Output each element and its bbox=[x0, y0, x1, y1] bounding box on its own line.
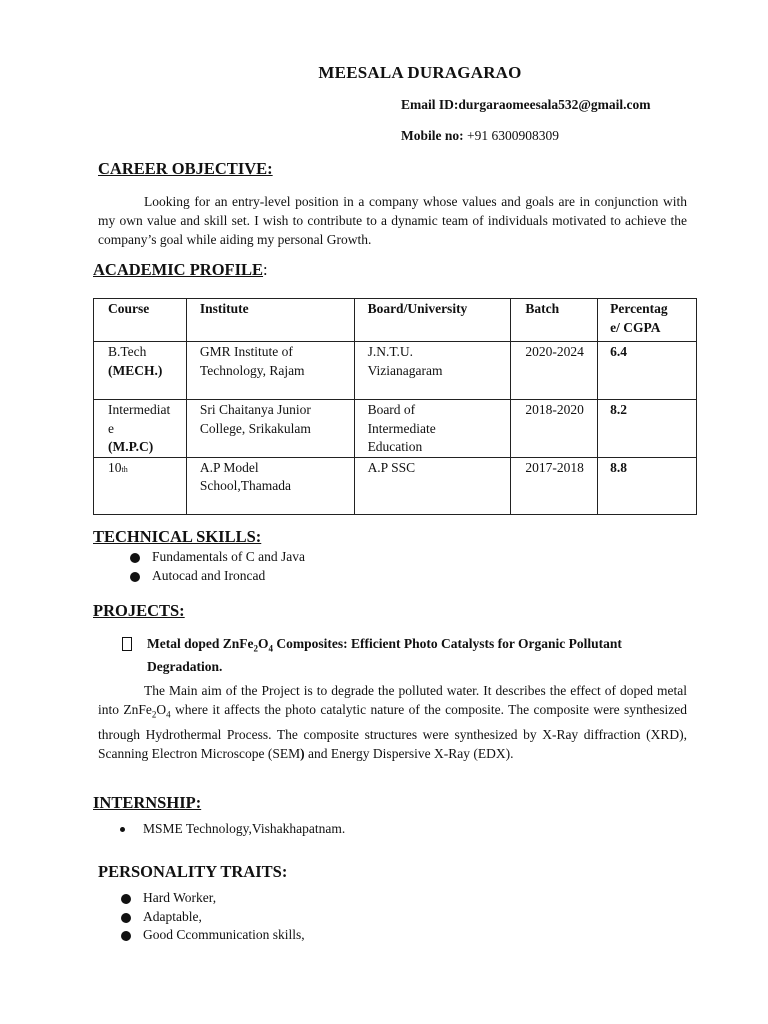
bullet-icon bbox=[121, 913, 131, 923]
cell-board bbox=[354, 342, 511, 400]
traits-list bbox=[143, 889, 305, 945]
course-line: e bbox=[108, 420, 114, 436]
career-objective-text bbox=[98, 192, 687, 249]
cell-batch: 2018-2020 bbox=[511, 400, 598, 458]
academic-profile-heading bbox=[93, 260, 268, 280]
skill-text: Autocad and Ironcad bbox=[152, 567, 266, 583]
header-batch: Batch bbox=[511, 299, 598, 342]
project-title-text: O bbox=[258, 636, 269, 651]
table-header-row bbox=[94, 299, 697, 342]
trait-text: Hard Worker, bbox=[143, 890, 217, 905]
cell-percentage: 8.8 bbox=[598, 457, 697, 514]
course-line: 10 bbox=[108, 459, 122, 475]
cell-institute bbox=[186, 457, 354, 514]
cell-course bbox=[94, 342, 187, 400]
cell-batch: 2020-2024 bbox=[511, 342, 598, 400]
header-pct-line1: Percentag bbox=[610, 301, 668, 316]
cell-percentage: 6.4 bbox=[598, 342, 697, 400]
projects-heading: PROJECTS: bbox=[93, 601, 185, 620]
career-objective-heading: CAREER OBJECTIVE: bbox=[98, 159, 273, 178]
course-branch: (M.P.C) bbox=[108, 439, 154, 454]
project-desc-text: The Main aim of the Project is to degrade the polluted water. It describes the effect of doped metal into ZnFe bbox=[98, 683, 687, 717]
board-line: Board of bbox=[367, 402, 416, 417]
internship-text: MSME Technology,Vishakhapatnam. bbox=[143, 821, 346, 836]
board-line: Vizianagaram bbox=[367, 362, 443, 378]
subscript: 2 bbox=[151, 709, 157, 720]
bullet-icon bbox=[120, 827, 125, 832]
list-item bbox=[143, 889, 305, 908]
project-desc-text: where it affects the photo catalytic nature of the composite. The composite were synthesized through Hydrothermal Process. The composite structures were synthesized by X-Ray diffraction (XRD), Scanning Electron Microscope (SEM bbox=[98, 702, 688, 761]
header-institute: Institute bbox=[186, 299, 354, 342]
institute-line: GMR Institute of bbox=[199, 344, 293, 359]
cell-board: A.P SSC bbox=[354, 457, 511, 514]
institute-line: Technology, Rajam bbox=[199, 362, 305, 378]
skills-list bbox=[152, 548, 305, 585]
course-superscript: th bbox=[121, 464, 128, 474]
email-line: Email ID:durgaraomeesala532@gmail.com bbox=[401, 97, 651, 112]
candidate-name: MEESALA DURAGARAO bbox=[318, 63, 522, 82]
course-line: Intermediat bbox=[108, 402, 171, 417]
institute-line: A.P Model bbox=[199, 459, 259, 475]
cell-institute bbox=[186, 342, 354, 400]
project-desc-text: and Energy Dispersive X-Ray (EDX). bbox=[304, 745, 514, 761]
academic-heading-text: ACADEMIC PROFILE bbox=[93, 260, 264, 279]
checkbox-square-icon bbox=[122, 637, 132, 651]
project-desc-text: O bbox=[156, 702, 167, 717]
subscript: 4 bbox=[268, 643, 274, 654]
bullet-icon bbox=[130, 553, 140, 563]
internship-heading: INTERNSHIP: bbox=[93, 793, 202, 812]
subscript: 2 bbox=[253, 643, 258, 654]
table-row bbox=[94, 342, 697, 400]
project-desc-bold: ) bbox=[300, 745, 305, 761]
cell-percentage: 8.2 bbox=[598, 400, 697, 458]
project-title-text: Metal doped ZnFe bbox=[147, 636, 254, 651]
table-row bbox=[94, 457, 697, 514]
list-item bbox=[152, 548, 305, 567]
personality-traits-heading: PERSONALITY TRAITS: bbox=[98, 862, 288, 881]
bullet-icon bbox=[130, 572, 140, 582]
list-item bbox=[143, 908, 305, 927]
cell-course bbox=[94, 400, 187, 458]
skill-text: Fundamentals of C and Java bbox=[152, 549, 305, 564]
institute-line: School,Thamada bbox=[199, 478, 292, 493]
academic-table bbox=[93, 298, 697, 515]
subscript: 4 bbox=[166, 709, 171, 720]
mobile-value: +91 6300908309 bbox=[463, 128, 559, 143]
mobile-label: Mobile no: bbox=[401, 128, 464, 143]
cell-course bbox=[94, 457, 187, 514]
project-description bbox=[98, 681, 687, 763]
bullet-icon bbox=[121, 931, 131, 941]
trait-text: Good Ccommunication skills, bbox=[143, 927, 305, 942]
list-item bbox=[152, 567, 305, 586]
header-percentage bbox=[598, 299, 697, 342]
list-item bbox=[143, 926, 305, 945]
trait-text: Adaptable, bbox=[143, 908, 202, 924]
cell-batch: 2017-2018 bbox=[511, 457, 598, 514]
board-line: Education bbox=[367, 439, 423, 454]
header-pct-line2: e/ CGPA bbox=[610, 319, 661, 335]
academic-heading-colon: : bbox=[263, 260, 268, 279]
project-title bbox=[147, 635, 687, 676]
project-title-text: Composites: Efficient Photo Catalysts for Organic Pollutant Degradation. bbox=[147, 636, 622, 674]
internship-list bbox=[143, 820, 345, 839]
mobile-line bbox=[401, 128, 559, 144]
list-item bbox=[143, 820, 345, 839]
bullet-icon bbox=[121, 894, 131, 904]
cell-board bbox=[354, 400, 511, 458]
cell-institute bbox=[186, 400, 354, 458]
header-board: Board/University bbox=[354, 299, 511, 342]
board-line: J.N.T.U. bbox=[367, 344, 414, 359]
institute-line: Sri Chaitanya Junior bbox=[199, 402, 311, 417]
institute-line: College, Srikakulam bbox=[199, 420, 311, 436]
course-line: B.Tech bbox=[108, 344, 147, 359]
technical-skills-heading: TECHNICAL SKILLS: bbox=[93, 527, 262, 546]
course-branch: (MECH.) bbox=[108, 362, 163, 378]
table-row bbox=[94, 400, 697, 458]
board-line: Intermediate bbox=[367, 420, 436, 436]
header-course: Course bbox=[94, 299, 187, 342]
career-objective-body: Looking for an entry-level position in a company whose values and goals are in conjunction with my own value and skill set. I wish to contribute to a dynamic team of individuals motivated to achieve the company’s goal while aiding my personal Growth. bbox=[98, 194, 687, 247]
